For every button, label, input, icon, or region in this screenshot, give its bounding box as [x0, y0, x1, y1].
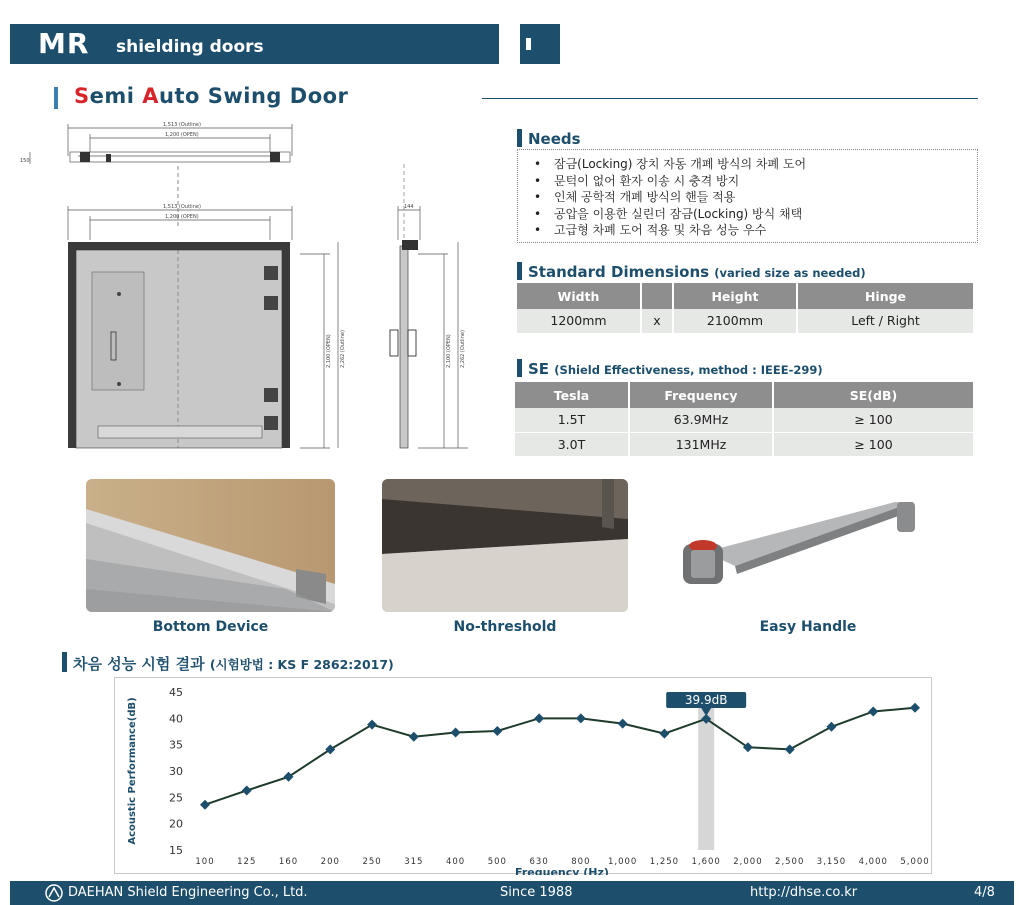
- footer-company: DAEHAN Shield Engineering Co., Ltd.: [68, 885, 308, 900]
- data-point: [451, 728, 461, 738]
- no-threshold-photo: [382, 479, 628, 612]
- data-point: [492, 726, 502, 736]
- x-tick-label: 1,000: [607, 857, 638, 867]
- x-tick-label: 160: [278, 857, 299, 867]
- y-tick-label: 40: [169, 712, 183, 726]
- dim-side-height-outline: 2,262 (Outline): [460, 330, 466, 368]
- needs-item: • 고급형 차폐 도어 적용 및 차음 성능 우수: [528, 222, 977, 239]
- y-axis-label: Acoustic Performance(dB): [127, 697, 138, 845]
- company-logo-icon: [44, 884, 64, 902]
- x-tick-label: 2,500: [775, 857, 805, 867]
- se-header-frequency: Frequency: [629, 382, 773, 408]
- data-point: [242, 785, 252, 795]
- acoustic-heading: 차음 성능 시험 결과 (시험방법 : KS F 2862:2017): [62, 652, 394, 674]
- header-page-icon: [520, 24, 560, 64]
- easy-handle-photo: [675, 488, 935, 598]
- dim-header-height: Height: [673, 283, 797, 309]
- data-point: [618, 719, 628, 729]
- needs-list: [517, 149, 978, 243]
- x-tick-label: 2,000: [733, 857, 763, 867]
- se-cell: 3.0T: [515, 432, 629, 456]
- se-table: [515, 382, 973, 457]
- dim-height-outline: 2,262 (Outline): [340, 330, 346, 368]
- footer-url[interactable]: http://dhse.co.kr: [750, 885, 858, 900]
- se-cell: 131MHz: [629, 432, 773, 456]
- needs-heading: Needs: [517, 129, 581, 148]
- x-tick-label: 630: [529, 857, 549, 867]
- data-point: [826, 722, 836, 732]
- y-tick-label: 30: [169, 765, 183, 778]
- needs-item: • 공압을 이용한 실린더 잠금(Locking) 방식 채택: [528, 206, 977, 223]
- caption-no-threshold: No-threshold: [453, 619, 557, 635]
- page-title: Semi Auto Swing Door: [74, 84, 349, 108]
- x-tick-label: 125: [237, 857, 257, 867]
- x-tick-label: 500: [487, 857, 507, 867]
- header-bar: [10, 24, 499, 64]
- dim-height-open: 2,100 (OPEN): [326, 334, 332, 368]
- footer-bar: [10, 881, 1014, 905]
- x-tick-label: 4,000: [858, 857, 888, 867]
- acoustic-chart-frame: [114, 677, 932, 874]
- dim-height-value: 2100mm: [673, 309, 797, 333]
- dim-hinge-value: Left / Right: [797, 309, 973, 333]
- dim-side-depth: 144: [404, 204, 414, 210]
- series-line: [205, 708, 915, 805]
- se-cell: ≥ 100: [773, 408, 973, 432]
- se-cell: ≥ 100: [773, 432, 973, 456]
- data-point: [910, 703, 920, 713]
- y-tick-label: 15: [169, 844, 183, 857]
- x-tick-label: 3,150: [816, 857, 847, 867]
- data-point: [785, 744, 795, 754]
- x-tick-label: 1,600: [691, 857, 721, 867]
- dim-top-depth: 150: [20, 158, 30, 164]
- data-point: [576, 713, 586, 723]
- data-point: [534, 713, 544, 723]
- y-tick-label: 25: [169, 791, 183, 805]
- se-cell: 63.9MHz: [629, 408, 773, 432]
- needs-item: • 잠금(Locking) 장치 자동 개폐 방식의 차폐 도어: [528, 156, 977, 173]
- dim-times: x: [641, 309, 673, 333]
- footer-page-number: 4/8: [974, 885, 995, 900]
- x-tick-label: 250: [362, 857, 382, 867]
- callout-label: 39.9dB: [684, 693, 728, 707]
- dim-front-outline: 1,513 (Outline): [163, 204, 201, 210]
- se-header-tesla: Tesla: [515, 382, 629, 408]
- data-point: [284, 772, 294, 782]
- dim-side-height-open: 2,100 (OPEN): [446, 334, 452, 368]
- dim-top-open: 1,200 (OPEN): [165, 132, 199, 138]
- title-marker: [54, 87, 58, 109]
- header-mr: MR: [38, 27, 90, 60]
- needs-item: • 문턱이 없어 환자 이송 시 충격 방지: [528, 173, 977, 190]
- header-subtitle: shielding doors: [116, 37, 264, 57]
- data-point: [325, 744, 335, 754]
- x-tick-label: 315: [404, 857, 424, 867]
- data-point: [409, 732, 419, 742]
- dimensions-table: [517, 283, 973, 334]
- y-tick-label: 35: [169, 738, 183, 752]
- needs-item: • 인체 공학적 개폐 방식의 핸들 적용: [528, 189, 977, 206]
- x-tick-label: 1,250: [649, 857, 680, 867]
- dim-header-width: Width: [517, 283, 641, 309]
- title-rule: [482, 98, 978, 99]
- footer-since: Since 1988: [500, 885, 573, 900]
- dim-width-value: 1200mm: [517, 309, 641, 333]
- dim-top-outline: 1,513 (Outline): [163, 122, 201, 128]
- x-tick-label: 100: [195, 857, 215, 867]
- se-header-se: SE(dB): [773, 382, 973, 408]
- se-cell: 1.5T: [515, 408, 629, 432]
- dimensions-heading: Standard Dimensions (varied size as needed): [517, 262, 866, 281]
- x-tick-label: 800: [571, 857, 591, 867]
- x-tick-label: 200: [320, 857, 340, 867]
- data-point: [367, 720, 377, 730]
- dim-header-hinge: Hinge: [797, 283, 973, 309]
- dim-header-x: [641, 283, 673, 309]
- data-point: [200, 800, 210, 810]
- se-heading: SE (Shield Effectiveness, method : IEEE-299): [517, 359, 823, 378]
- caption-bottom-device: Bottom Device: [152, 619, 269, 635]
- caption-easy-handle: Easy Handle: [759, 619, 857, 635]
- data-point: [868, 706, 878, 716]
- acoustic-chart: [115, 678, 933, 875]
- technical-drawing: [18, 118, 498, 458]
- x-tick-label: 400: [445, 857, 466, 867]
- y-tick-label: 20: [169, 817, 183, 831]
- x-axis-label: Frequency (Hz): [515, 866, 609, 875]
- data-point: [659, 729, 669, 739]
- dim-front-open: 1,200 (OPEN): [165, 214, 199, 220]
- x-tick-label: 5,000: [900, 857, 930, 867]
- y-tick-label: 45: [169, 686, 183, 699]
- bottom-device-photo: [86, 479, 335, 612]
